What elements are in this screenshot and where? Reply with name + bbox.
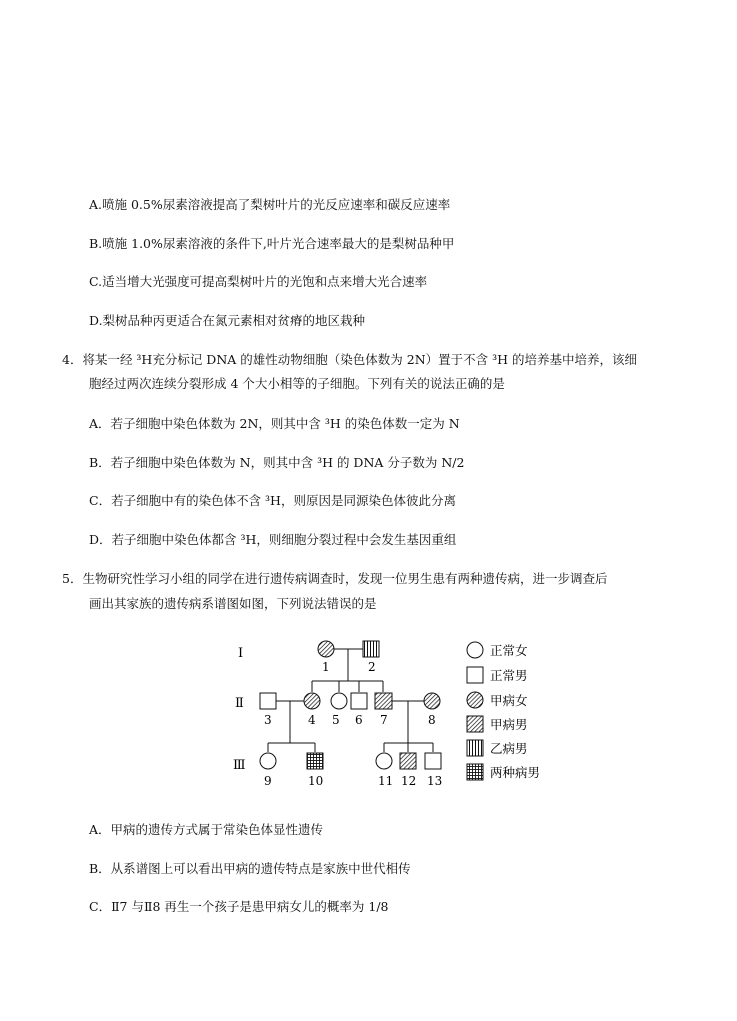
legend-affected-b-male-icon [467, 740, 483, 756]
q4-option-d: D．若子细胞中染色体都含 ³H，则细胞分裂过程中会发生基因重组 [89, 532, 457, 547]
individual-5-normal-female [331, 693, 347, 709]
label-3: 3 [264, 713, 272, 727]
q4-stem-line1: 4．将某一经 ³H充分标记 DNA 的雄性动物细胞（染色体数为 2N）置于不含 ³H 的培养基中培养，该细 [62, 352, 637, 367]
individual-13-normal-male [425, 753, 441, 769]
label-1: 1 [322, 660, 330, 674]
q3-option-c: C.适当增大光强度可提高梨树叶片的光饱和点来增大光合速率 [89, 274, 428, 289]
legend [467, 642, 540, 780]
q4-option-c: C．若子细胞中有的染色体不含 ³H，则原因是同源染色体彼此分离 [89, 493, 456, 508]
legend-normal-male-icon [467, 667, 483, 683]
q4-stem-line2: 胞经过两次连续分裂形成 4 个大小相等的子细胞。下列有关的说法正确的是 [89, 376, 505, 391]
q3-option-a: A.喷施 0.5%尿素溶液提高了梨树叶片的光反应速率和碳反应速率 [89, 197, 451, 212]
label-12: 12 [401, 774, 417, 788]
generation-label-1: Ⅰ [238, 646, 244, 661]
q4-option-a: A．若子细胞中染色体数为 2N，则其中含 ³H 的染色体数一定为 N [89, 416, 460, 431]
individual-4-affected-a-female [304, 693, 320, 709]
legend-affected-a-female-icon [467, 692, 483, 708]
legend-affected-a-male-label: 甲病男 [490, 717, 528, 732]
individual-10-both-diseases-male [307, 753, 323, 769]
legend-affected-a-male-icon [467, 716, 483, 732]
label-9: 9 [264, 774, 272, 788]
generation-label-3: Ⅲ [233, 758, 246, 773]
individual-7-affected-a-male [375, 693, 392, 709]
q5-option-b: B．从系谱图上可以看出甲病的遗传特点是家族中世代相传 [89, 861, 411, 876]
legend-normal-male-label: 正常男 [490, 668, 528, 683]
legend-normal-female-icon [467, 642, 483, 658]
label-7: 7 [380, 713, 388, 727]
label-8: 8 [428, 713, 436, 727]
individual-6-normal-male [351, 693, 367, 709]
individual-8-affected-a-female [424, 693, 440, 709]
label-13: 13 [427, 774, 443, 788]
q4-option-b: B．若子细胞中染色体数为 N，则其中含 ³H 的 DNA 分子数为 N/2 [89, 455, 465, 470]
label-11: 11 [378, 774, 394, 788]
label-5: 5 [332, 713, 340, 727]
label-4: 4 [308, 713, 316, 727]
q5-option-a: A．甲病的遗传方式属于常染色体显性遗传 [89, 822, 324, 837]
legend-both-diseases-male-label: 两种病男 [490, 765, 541, 780]
individual-3-normal-male [260, 693, 276, 709]
individual-12-affected-a-male [400, 753, 416, 769]
q3-option-d: D.梨树品种丙更适合在氮元素相对贫瘠的地区栽种 [89, 313, 366, 328]
individual-11-normal-female [376, 753, 392, 769]
label-2: 2 [368, 660, 376, 674]
individual-9-normal-female [260, 753, 276, 769]
generation-label-2: Ⅱ [235, 696, 244, 711]
legend-affected-b-male-label: 乙病男 [490, 741, 528, 756]
legend-normal-female-label: 正常女 [490, 643, 528, 658]
legend-affected-a-female-label: 甲病女 [490, 693, 528, 708]
q3-option-b: B.喷施 1.0%尿素溶液的条件下,叶片光合速率最大的是梨树品种甲 [89, 236, 455, 251]
pedigree-chart [228, 630, 558, 790]
individual-2-affected-b-male [363, 641, 379, 657]
label-10: 10 [308, 774, 324, 788]
individual-1-affected-a-female [318, 641, 334, 657]
label-6: 6 [355, 713, 363, 727]
legend-both-diseases-male-icon [467, 764, 483, 780]
q5-stem-line2: 画出其家族的遗传病系谱图如图，下列说法错误的是 [89, 596, 377, 611]
q5-stem-line1: 5．生物研究性学习小组的同学在进行遗传病调查时，发现一位男生患有两种遗传病，进一步调查后 [62, 571, 608, 586]
q5-option-c: C．Ⅱ7 与Ⅱ8 再生一个孩子是患甲病女儿的概率为 1/8 [89, 899, 389, 914]
